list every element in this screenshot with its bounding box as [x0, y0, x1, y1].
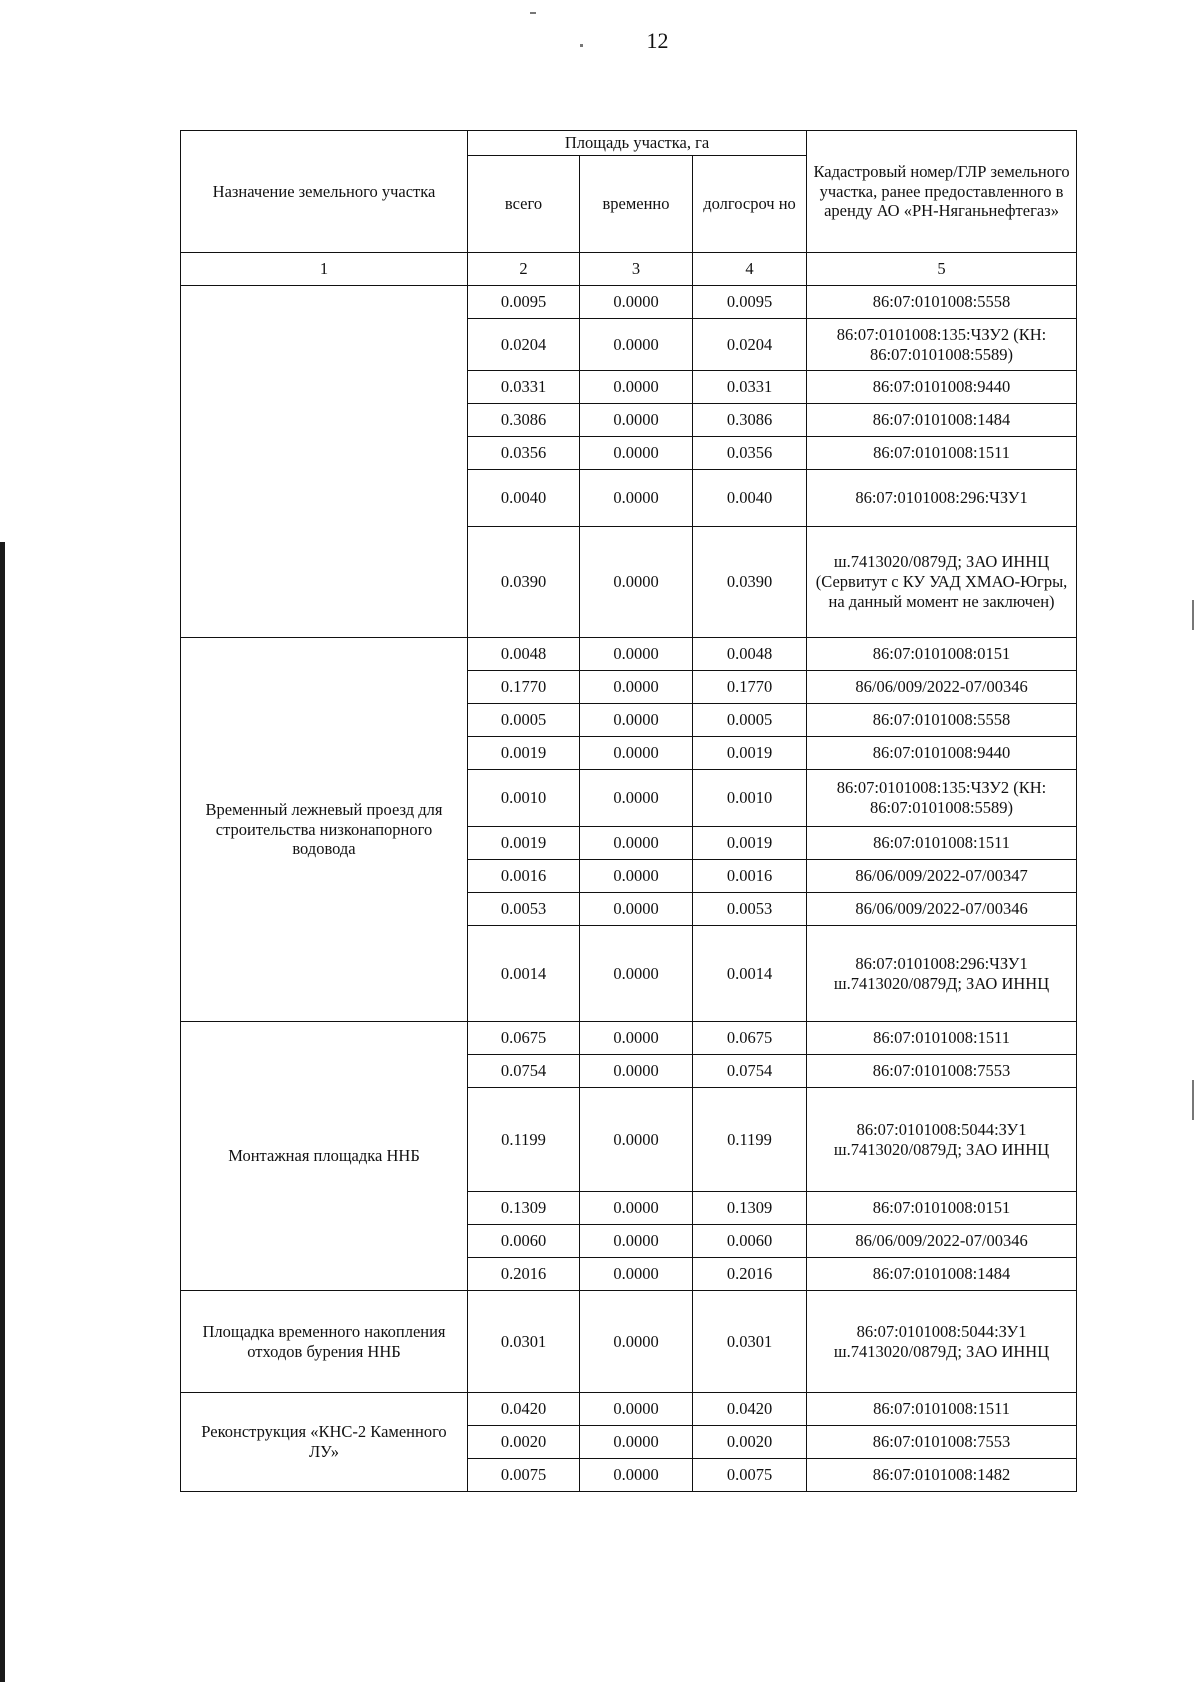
cadastral-cell: 86:07:0101008:296:ЧЗУ1 ш.7413020/0879Д; ЗАО ИННЦ — [807, 926, 1077, 1022]
long-term-cell: 0.1199 — [693, 1088, 807, 1192]
purpose-cell: Реконструкция «КНС-2 Каменного ЛУ» — [181, 1393, 468, 1492]
column-number: 5 — [807, 253, 1077, 286]
temporary-cell: 0.0000 — [580, 1055, 693, 1088]
cadastral-cell: 86:07:0101008:1511 — [807, 1393, 1077, 1426]
table-body — [181, 286, 1077, 1492]
long-term-cell: 0.0675 — [693, 1022, 807, 1055]
total-cell: 0.0005 — [468, 704, 580, 737]
temporary-cell: 0.0000 — [580, 527, 693, 638]
temporary-cell: 0.0000 — [580, 1225, 693, 1258]
long-term-cell: 0.0420 — [693, 1393, 807, 1426]
header-area-group: Площадь участка, га — [468, 131, 807, 156]
long-term-cell: 0.0048 — [693, 638, 807, 671]
temporary-cell: 0.0000 — [580, 1258, 693, 1291]
total-cell: 0.1770 — [468, 671, 580, 704]
total-cell: 0.0048 — [468, 638, 580, 671]
long-term-cell: 0.0060 — [693, 1225, 807, 1258]
table-row — [181, 286, 1077, 319]
total-cell: 0.0331 — [468, 371, 580, 404]
long-term-cell: 0.0754 — [693, 1055, 807, 1088]
long-term-cell: 0.0014 — [693, 926, 807, 1022]
cadastral-cell: 86:07:0101008:135:ЧЗУ2 (КН: 86:07:0101008:5589) — [807, 770, 1077, 827]
long-term-cell: 0.0020 — [693, 1426, 807, 1459]
land-plots-table — [180, 130, 1077, 1492]
long-term-cell: 0.0040 — [693, 470, 807, 527]
cadastral-cell: 86:07:0101008:7553 — [807, 1055, 1077, 1088]
total-cell: 0.1309 — [468, 1192, 580, 1225]
temporary-cell: 0.0000 — [580, 1426, 693, 1459]
long-term-cell: 0.0019 — [693, 827, 807, 860]
total-cell: 0.0040 — [468, 470, 580, 527]
temporary-cell: 0.0000 — [580, 1459, 693, 1492]
temporary-cell: 0.0000 — [580, 319, 693, 371]
temporary-cell: 0.0000 — [580, 286, 693, 319]
long-term-cell: 0.0019 — [693, 737, 807, 770]
cadastral-cell: 86/06/009/2022-07/00346 — [807, 893, 1077, 926]
cadastral-cell: 86/06/009/2022-07/00346 — [807, 1225, 1077, 1258]
header-long-term: долгосроч но — [693, 156, 807, 253]
scan-speck — [530, 12, 536, 14]
column-number: 3 — [580, 253, 693, 286]
long-term-cell: 0.0095 — [693, 286, 807, 319]
total-cell: 0.0014 — [468, 926, 580, 1022]
column-number: 1 — [181, 253, 468, 286]
total-cell: 0.0095 — [468, 286, 580, 319]
total-cell: 0.3086 — [468, 404, 580, 437]
total-cell: 0.0053 — [468, 893, 580, 926]
long-term-cell: 0.0356 — [693, 437, 807, 470]
cadastral-cell: ш.7413020/0879Д; ЗАО ИННЦ (Сервитут с КУ УАД ХМАО-Югры, на данный момент не заключен) — [807, 527, 1077, 638]
temporary-cell: 0.0000 — [580, 404, 693, 437]
long-term-cell: 0.0204 — [693, 319, 807, 371]
temporary-cell: 0.0000 — [580, 1022, 693, 1055]
temporary-cell: 0.0000 — [580, 470, 693, 527]
temporary-cell: 0.0000 — [580, 704, 693, 737]
long-term-cell: 0.0075 — [693, 1459, 807, 1492]
long-term-cell: 0.3086 — [693, 404, 807, 437]
temporary-cell: 0.0000 — [580, 1192, 693, 1225]
cadastral-cell: 86:07:0101008:0151 — [807, 1192, 1077, 1225]
total-cell: 0.0356 — [468, 437, 580, 470]
cadastral-cell: 86:07:0101008:0151 — [807, 638, 1077, 671]
temporary-cell: 0.0000 — [580, 437, 693, 470]
total-cell: 0.0019 — [468, 737, 580, 770]
long-term-cell: 0.0010 — [693, 770, 807, 827]
temporary-cell: 0.0000 — [580, 671, 693, 704]
long-term-cell: 0.0016 — [693, 860, 807, 893]
long-term-cell: 0.0053 — [693, 893, 807, 926]
total-cell: 0.2016 — [468, 1258, 580, 1291]
cadastral-cell: 86:07:0101008:1511 — [807, 827, 1077, 860]
total-cell: 0.1199 — [468, 1088, 580, 1192]
total-cell: 0.0754 — [468, 1055, 580, 1088]
cadastral-cell: 86:07:0101008:1511 — [807, 437, 1077, 470]
header-total: всего — [468, 156, 580, 253]
purpose-cell — [181, 286, 468, 638]
total-cell: 0.0675 — [468, 1022, 580, 1055]
temporary-cell: 0.0000 — [580, 770, 693, 827]
cadastral-cell: 86:07:0101008:7553 — [807, 1426, 1077, 1459]
header-purpose: Назначение земельного участка — [181, 131, 468, 253]
table-row — [181, 1291, 1077, 1393]
long-term-cell: 0.0390 — [693, 527, 807, 638]
long-term-cell: 0.0005 — [693, 704, 807, 737]
header-cadastral: Кадастровый номер/ГЛР земельного участка, ранее предоставленного в аренду АО «РН-Няганьнефтегаз» — [807, 131, 1077, 253]
cadastral-cell: 86:07:0101008:135:ЧЗУ2 (КН: 86:07:0101008:5589) — [807, 319, 1077, 371]
temporary-cell: 0.0000 — [580, 1291, 693, 1393]
scan-edge-artifact — [0, 542, 5, 1682]
cadastral-cell: 86/06/009/2022-07/00346 — [807, 671, 1077, 704]
long-term-cell: 0.0331 — [693, 371, 807, 404]
temporary-cell: 0.0000 — [580, 860, 693, 893]
temporary-cell: 0.0000 — [580, 638, 693, 671]
purpose-cell: Монтажная площадка ННБ — [181, 1022, 468, 1291]
temporary-cell: 0.0000 — [580, 737, 693, 770]
scan-speck — [580, 44, 583, 47]
cadastral-cell: 86:07:0101008:1484 — [807, 404, 1077, 437]
cadastral-cell: 86:07:0101008:9440 — [807, 371, 1077, 404]
cadastral-cell: 86:07:0101008:296:ЧЗУ1 — [807, 470, 1077, 527]
cadastral-cell: 86:07:0101008:5558 — [807, 704, 1077, 737]
temporary-cell: 0.0000 — [580, 926, 693, 1022]
scan-speck — [1192, 600, 1194, 630]
cadastral-cell: 86:07:0101008:5558 — [807, 286, 1077, 319]
total-cell: 0.0016 — [468, 860, 580, 893]
column-number: 2 — [468, 253, 580, 286]
cadastral-cell: 86:07:0101008:1484 — [807, 1258, 1077, 1291]
temporary-cell: 0.0000 — [580, 893, 693, 926]
total-cell: 0.0204 — [468, 319, 580, 371]
total-cell: 0.0390 — [468, 527, 580, 638]
header-temporary: временно — [580, 156, 693, 253]
page-number: 12 — [646, 28, 669, 53]
table-row — [181, 1393, 1077, 1426]
cadastral-cell: 86:07:0101008:9440 — [807, 737, 1077, 770]
scan-speck — [1192, 1080, 1194, 1120]
total-cell: 0.0010 — [468, 770, 580, 827]
temporary-cell: 0.0000 — [580, 827, 693, 860]
total-cell: 0.0301 — [468, 1291, 580, 1393]
total-cell: 0.0420 — [468, 1393, 580, 1426]
temporary-cell: 0.0000 — [580, 371, 693, 404]
long-term-cell: 0.2016 — [693, 1258, 807, 1291]
cadastral-cell: 86/06/009/2022-07/00347 — [807, 860, 1077, 893]
purpose-cell: Временный лежневый проезд для строительства низконапорного водовода — [181, 638, 468, 1022]
total-cell: 0.0060 — [468, 1225, 580, 1258]
cadastral-cell: 86:07:0101008:5044:ЗУ1 ш.7413020/0879Д; ЗАО ИННЦ — [807, 1291, 1077, 1393]
column-number: 4 — [693, 253, 807, 286]
table-row — [181, 1022, 1077, 1055]
cadastral-cell: 86:07:0101008:1482 — [807, 1459, 1077, 1492]
long-term-cell: 0.1309 — [693, 1192, 807, 1225]
cadastral-cell: 86:07:0101008:1511 — [807, 1022, 1077, 1055]
temporary-cell: 0.0000 — [580, 1393, 693, 1426]
total-cell: 0.0019 — [468, 827, 580, 860]
table-row — [181, 638, 1077, 671]
total-cell: 0.0075 — [468, 1459, 580, 1492]
long-term-cell: 0.1770 — [693, 671, 807, 704]
purpose-cell: Площадка временного накопления отходов бурения ННБ — [181, 1291, 468, 1393]
cadastral-cell: 86:07:0101008:5044:ЗУ1 ш.7413020/0879Д; ЗАО ИННЦ — [807, 1088, 1077, 1192]
total-cell: 0.0020 — [468, 1426, 580, 1459]
temporary-cell: 0.0000 — [580, 1088, 693, 1192]
long-term-cell: 0.0301 — [693, 1291, 807, 1393]
